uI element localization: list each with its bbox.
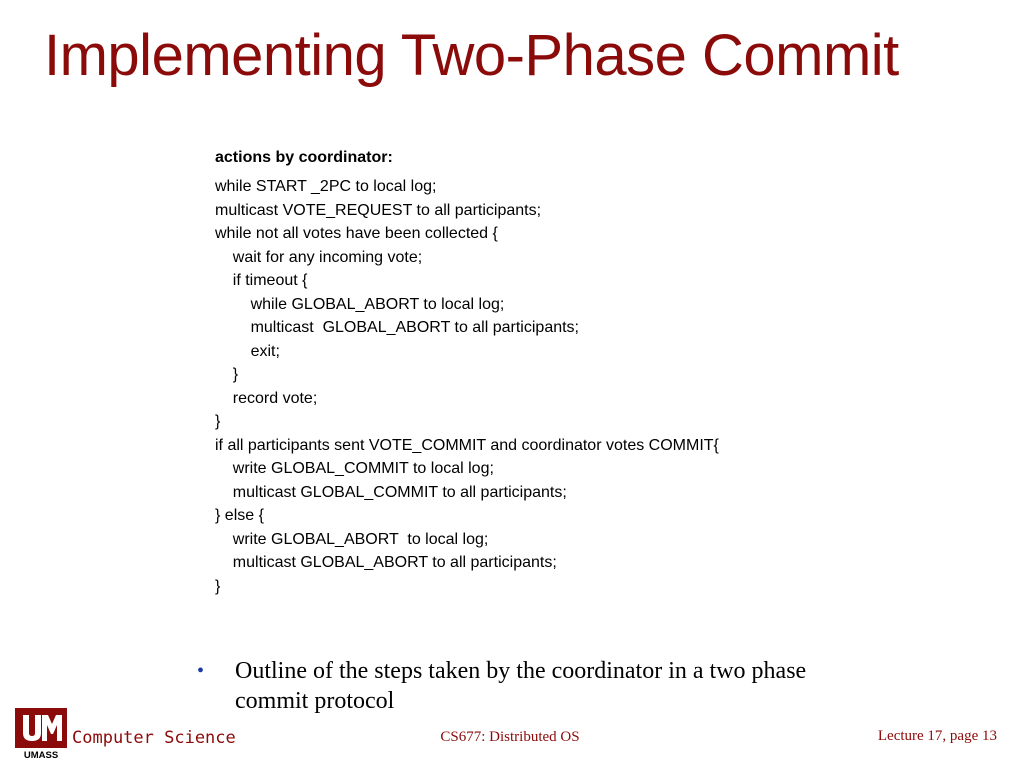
department-label: Computer Science xyxy=(72,728,236,748)
code-line: wait for any incoming vote; xyxy=(215,248,423,266)
code-line: multicast VOTE_REQUEST to all participants; xyxy=(215,201,542,219)
code-line: multicast GLOBAL_ABORT to all participants; xyxy=(215,554,557,571)
code-line: while GLOBAL_ABORT to local log; xyxy=(215,295,505,313)
code-line: } xyxy=(215,366,239,383)
code-line: write GLOBAL_COMMIT to local log; xyxy=(215,460,494,477)
code-block xyxy=(215,148,915,598)
bullet-icon: • xyxy=(197,660,205,682)
code-line: while not all votes have been collected { xyxy=(215,225,498,242)
code-line: } xyxy=(215,577,221,595)
code-line: record vote; xyxy=(215,389,318,407)
umass-logo-icon xyxy=(14,706,68,760)
slide-footer xyxy=(0,704,1024,768)
code-line: write GLOBAL_ABORT to local log; xyxy=(215,530,489,548)
code-line: } else { xyxy=(215,507,264,524)
code-line: } xyxy=(215,413,221,430)
course-label: CS677: Distributed OS xyxy=(440,729,580,745)
logo-text: UMASS xyxy=(23,750,59,760)
slide-title: Implementing Two-Phase Commit xyxy=(44,23,899,88)
code-line: if timeout { xyxy=(215,272,308,289)
code-line: multicast GLOBAL_ABORT to all participants; xyxy=(215,319,579,336)
bullet-text: Outline of the steps taken by the coordinator in a two phase commit protocol xyxy=(235,658,807,714)
code-line: multicast GLOBAL_COMMIT to all participants; xyxy=(215,483,567,501)
code-line: if all participants sent VOTE_COMMIT and coordinator votes COMMIT{ xyxy=(215,436,719,454)
code-line: while START _2PC to local log; xyxy=(215,178,437,195)
code-line: exit; xyxy=(215,342,280,360)
code-heading: actions by coordinator: xyxy=(215,149,393,166)
page-number: Lecture 17, page 13 xyxy=(877,728,997,744)
